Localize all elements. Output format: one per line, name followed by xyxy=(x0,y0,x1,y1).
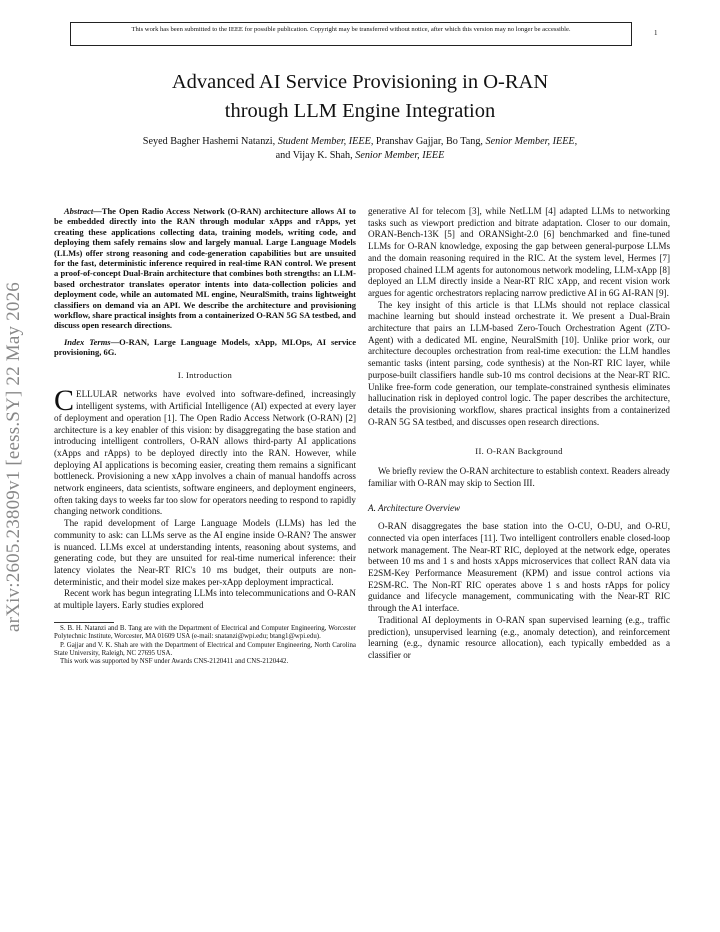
authors-line-1: Seyed Bagher Hashemi Natanzi, Student Member, IEEE, Pranshav Gajjar, Bo Tang, Senior Member, IEEE, xyxy=(142,136,578,147)
intro-paragraph-2: The rapid development of Large Language Models (LLMs) has led the community to ask: can LLMs serve as the AI engine inside O-RAN? The answer is nuanced. LLMs excel at understanding intents, reasoning about systems, and generating code, but they are unsuited for real-time numerical inference: their latency violates the Near-RT RIC's 10 ms budget, their outputs are non-deterministic, and their model size makes per-xApp deployment impractical. xyxy=(54,518,356,587)
arxiv-watermark: arXiv:2605.23809v1 [eess.SY] 22 May 2026 xyxy=(3,282,24,632)
related-work-paragraph: generative AI for telecom [3], while NetLLM [4] adapted LLMs to networking tasks such as viewport prediction and bitrate adaptation. Closer to our domain, ORAN-Bench-13K [5] and ORANSight-2.0 [6] benchmarked and fine-tuned LLMs for O-RAN knowledge, exposing the gap between general-purpose LLMs and the domain reasoning required in the RIC. At the system level, Hermes [7] proposed chained LLM agents for autonomous network modeling, LLM-xApp [8] deployed an LLM directly inside a Near-RT RIC xApp, and recent vision work argues for agentic orchestrators replacing narrow predictive AI in 6G AI-RAN [9]. xyxy=(368,206,670,298)
title-line-2: through LLM Engine Integration xyxy=(224,100,496,122)
section-heading-introduction: I. Introduction xyxy=(177,369,233,380)
footnote-affiliation-ncsu: P. Gajjar and V. K. Shah are with the Department of Electrical and Computer Engineering, North Carolina State University, Raleigh, NC 27695 USA. xyxy=(54,641,356,657)
right-column xyxy=(368,206,670,662)
drop-cap: C xyxy=(54,384,75,418)
intro-paragraph-1-text: ELLULAR networks have evolved into software-defined, increasingly intelligent systems, with Artificial Intelligence (AI) expected at every layer of deployment and operation [1]. The Open Radio Access Network (O-RAN) [2] architecture is a key enabler of this vision: by disaggregating the base station and introducing intelligent controllers, O-RAN allows third-party AI applications (xApps and rApps) to be deployed directly into the RAN. However, while deploying AI applications is becoming easier, creating them remains a significant bottleneck. Provisioning a new xApp involves a chain of manual handoffs across network engineers, data scientists, software engineers, and deployment engineers, often taking days to weeks far too slow for operators needing to respond to rapidly changing network conditions. xyxy=(54,389,356,517)
abstract-text: —The Open Radio Access Network (O-RAN) architecture allows AI to be embedded directly into the RAN through modular xApps and rApps, yet creating these applications collecting data, training models, writing code, and deploying them safely remains slow and largely manual. Large Language Models (LLMs) offer strong reasoning and code-generation capabilities but are unsuited for the fast, deterministic inference required in real-time RAN control. We present a proof-of-concept Dual-Brain architecture that combines both strengths: an LLM-based orchestrator translates operator intents into data-collection policies and deployment code, while an automated ML engine, NeuralSmith, trains lightweight classifiers on demand via an API. We describe the architecture and provisioning workflow, share practical insights from a containerized O-RAN 5G SA testbed, and discuss open research directions. xyxy=(54,206,356,331)
abstract xyxy=(54,206,356,331)
copyright-notice: This work has been submitted to the IEEE for possible publication. Copyright may be transferred without notice, after which this version may no longer be accessible. xyxy=(70,22,632,46)
footnote-funding: This work was supported by NSF under Awards CNS-2120411 and CNS-2120442. xyxy=(60,658,289,666)
architecture-paragraph-1: O-RAN disaggregates the base station into the O-CU, O-DU, and O-RU, connected via open interfaces [11]. Two intelligent controllers enable closed-loop network management. The Near-RT RIC, deployed at the network edge, operates between 10 ms and 1 s and hosts xApps microservices that collect RAN data via E2SM-Key Performance Measurement (KPM) and issue control actions via E2SM-RC. The Non-RT RIC operates above 1 s and hosts rApps for policy guidance and lifecycle management, communicating with the Near-RT RIC through the A1 interface. xyxy=(368,521,670,614)
title-line-1: Advanced AI Service Provisioning in O-RAN xyxy=(171,71,549,93)
footnote-affiliation-wpi: S. B. H. Natanzi and B. Tang are with the Department of Electrical and Computer Engineering, Worcester Polytechnic Institute, Worcester, MA 01609 USA (e-mail: snatanzi@wpi.edu; btang1@wpi.edu). xyxy=(54,624,356,641)
index-terms-label: Index Terms xyxy=(64,336,111,347)
author-list xyxy=(70,135,650,163)
key-insight-paragraph: The key insight of this article is that LLMs should not replace classical machine learning but should instead orchestrate it. We present a Dual-Brain architecture that pairs an LLM-based Zero-Touch Orchestration Agent (ZTO-Agent) with a dedicated ML engine, NeuralSmith [10]. Unlike prior work, our architecture decouples orchestration from real-time execution: the LLM handles semantic tasks (intent parsing, code synthesis) at the Non-RT RIC layer, while purpose-built classifiers handle sub-10 ms control decisions at the Near-RT RIC. Unlike free-form code generation, our template-constrained synthesis eliminates hallucination risk in deployed control logic. The paper describes the architecture, details the provisioning workflow, shares practical insights from a containerized O-RAN 5G SA testbed, and discusses open research directions. xyxy=(368,299,670,427)
page-number: 1 xyxy=(654,29,658,37)
intro-paragraph-1 xyxy=(54,384,356,518)
footnote-rule xyxy=(54,622,114,623)
intro-paragraph-3: Recent work has begun integrating LLMs into telecommunications and O-RAN at multiple layers. Early studies explored xyxy=(54,588,356,611)
index-terms-text: —O-RAN, Large Language Models, xApp, MLOps, AI service provisioning, 6G. xyxy=(54,336,356,358)
paper-title xyxy=(90,68,630,126)
section-heading-oran-background: II. O-RAN Background xyxy=(475,446,563,457)
authors-line-2: and Vijay K. Shah, Senior Member, IEEE xyxy=(275,150,445,161)
architecture-paragraph-2: Traditional AI deployments in O-RAN span supervised learning (e.g., traffic prediction), unsupervised learning (e.g., anomaly detection), and reinforcement learning (e.g., dynamic resource allocation), each typically embedded as a classifier or xyxy=(368,614,670,660)
background-intro-paragraph: We briefly review the O-RAN architecture to establish context. Readers already familiar with O-RAN may skip to Section III. xyxy=(368,466,670,488)
abstract-label: Abstract xyxy=(64,206,94,216)
subsection-heading-architecture: A. Architecture Overview xyxy=(368,503,461,514)
footnotes xyxy=(54,625,356,667)
left-column xyxy=(54,206,356,667)
index-terms xyxy=(54,337,356,358)
